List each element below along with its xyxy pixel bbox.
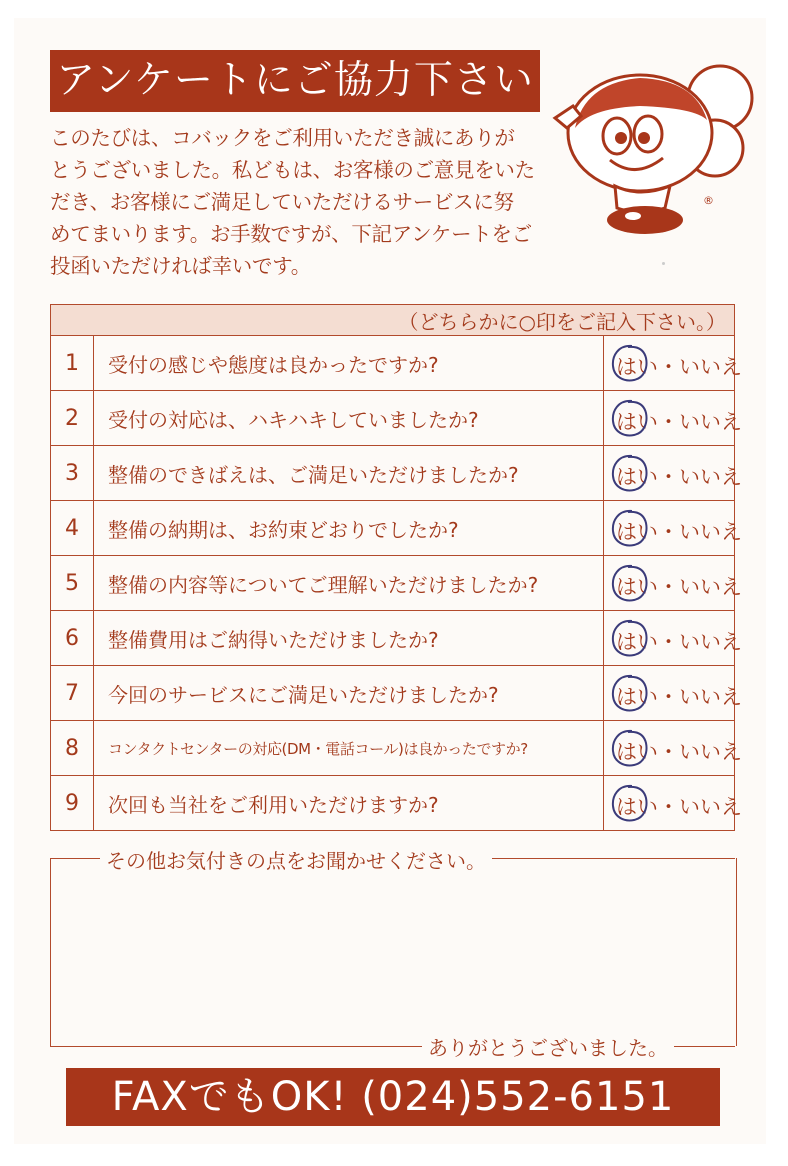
answer-choice[interactable]: [604, 336, 742, 391]
intro-line: とうございました。私どもは、お客様のご意見をいた: [50, 158, 535, 182]
intro-text: [50, 122, 550, 282]
comment-thanks: ありがとうございました。: [422, 1032, 674, 1061]
answer-choice[interactable]: [604, 666, 742, 721]
hand-drawn-circle-icon: [610, 342, 650, 384]
survey-row: [51, 556, 735, 611]
survey-row: [51, 721, 735, 776]
question-text: 整備費用はご納得いただけましたか?: [94, 611, 604, 666]
survey-instruction-row: [51, 305, 735, 336]
answer-choice[interactable]: [604, 556, 742, 611]
question-text: 整備のできばえは、ご満足いただけましたか?: [94, 446, 604, 501]
question-text: 次回も当社をご利用いただけますか?: [94, 776, 604, 831]
question-number: 4: [51, 501, 94, 556]
survey-row: [51, 666, 735, 721]
question-text: 受付の感じや態度は良かったですか?: [94, 336, 604, 391]
question-number: 2: [51, 391, 94, 446]
intro-line: このたびは、コバックをご利用いただき誠にありが: [50, 126, 515, 150]
answer-options: はい・いいえ: [616, 465, 742, 489]
hand-drawn-circle-icon: [610, 672, 650, 714]
answer-options: はい・いいえ: [616, 520, 742, 544]
question-number: 8: [51, 721, 94, 776]
question-text: 整備の納期は、お約束どおりでしたか?: [94, 501, 604, 556]
hand-drawn-circle-icon: [610, 452, 650, 494]
question-number: 7: [51, 666, 94, 721]
answer-choice[interactable]: [604, 776, 742, 831]
answer-choice[interactable]: [604, 721, 742, 776]
registered-mark: ®: [703, 194, 714, 207]
hand-drawn-circle-icon: [610, 562, 650, 604]
question-text: コンタクトセンターの対応(DM・電話コール)は良かったですか?: [94, 721, 604, 776]
question-text: 今回のサービスにご満足いただけましたか?: [94, 666, 604, 721]
answer-options: はい・いいえ: [616, 410, 742, 434]
answer-options: はい・いいえ: [616, 685, 742, 709]
comment-box[interactable]: [50, 858, 737, 1046]
intro-line: 投函いただければ幸いです。: [50, 254, 311, 278]
page-title: アンケートにご協力下さい: [50, 50, 540, 112]
question-number: 6: [51, 611, 94, 666]
survey-instruction: （どちらかに○印をご記入下さい。）: [51, 305, 735, 336]
survey-row: [51, 776, 735, 831]
survey-row: [51, 611, 735, 666]
hand-drawn-circle-icon: [610, 782, 650, 824]
survey-row: [51, 336, 735, 391]
intro-line: だき、お客様にご満足していただけるサービスに努: [50, 190, 514, 214]
intro-line: めてまいります。お手数ですが、下記アンケートをご: [50, 222, 532, 246]
answer-choice[interactable]: [604, 446, 742, 501]
answer-choice[interactable]: [604, 391, 742, 446]
answer-options: はい・いいえ: [616, 355, 742, 379]
answer-options: はい・いいえ: [616, 795, 742, 819]
hand-drawn-circle-icon: [610, 507, 650, 549]
answer-choice[interactable]: [604, 611, 742, 666]
question-number: 1: [51, 336, 94, 391]
question-text: 受付の対応は、ハキハキしていましたか?: [94, 391, 604, 446]
mascot-character-icon: [545, 58, 760, 238]
comment-title: その他お気付きの点をお聞かせください。: [100, 845, 492, 874]
survey-table: [50, 304, 742, 831]
hand-drawn-circle-icon: [610, 397, 650, 439]
question-text: 整備の内容等についてご理解いただけましたか?: [94, 556, 604, 611]
fax-banner: FAXでもOK! (024)552-6151: [66, 1068, 720, 1126]
answer-options: はい・いいえ: [616, 575, 742, 599]
survey-row: [51, 501, 735, 556]
survey-row: [51, 391, 735, 446]
question-number: 3: [51, 446, 94, 501]
survey-row: [51, 446, 735, 501]
speck: [662, 262, 665, 265]
answer-options: はい・いいえ: [616, 740, 742, 764]
answer-options: はい・いいえ: [616, 630, 742, 654]
answer-choice[interactable]: [604, 501, 742, 556]
hand-drawn-circle-icon: [610, 727, 650, 769]
question-number: 9: [51, 776, 94, 831]
hand-drawn-circle-icon: [610, 617, 650, 659]
question-number: 5: [51, 556, 94, 611]
